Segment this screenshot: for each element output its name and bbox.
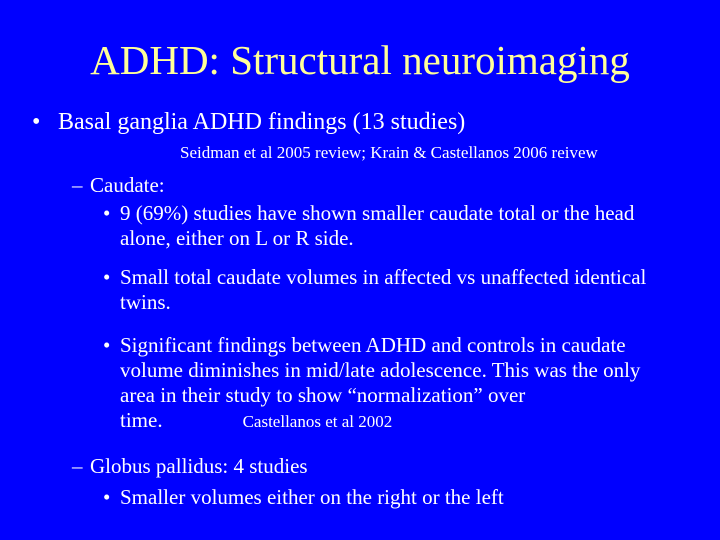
caudate-point-1-text: 9 (69%) studies have shown smaller caudate total or the head alone, either on L or R side. (120, 201, 635, 250)
caudate-point-3-text: Significant findings between ADHD and controls in caudate volume diminishes in mid/late adolescence. This was the only area in their study to show “normalization” over time. (120, 333, 641, 432)
bullet-marker: • (103, 201, 111, 225)
globus-point-1 (103, 485, 673, 510)
caudate-point-2-text: Small total caudate volumes in affected vs unaffected identical twins. (120, 265, 647, 314)
globus-point-1-text: Smaller volumes either on the right or the left (120, 485, 504, 509)
main-bullet-text: Basal ganglia ADHD findings (13 studies) (58, 109, 466, 135)
bullet-marker: • (103, 485, 111, 509)
bullet-marker: • (103, 333, 111, 357)
review-reference: Seidman et al 2005 review; Krain & Castellanos 2006 reivew (180, 143, 598, 162)
main-bullet (32, 107, 465, 137)
bullet-marker: • (103, 265, 111, 289)
caudate-point-3 (103, 333, 673, 434)
dash-marker: – (72, 173, 83, 197)
slide-title: ADHD: Structural neuroimaging (90, 37, 630, 83)
bullet-marker: • (32, 109, 41, 135)
globus-heading-text: Globus pallidus: 4 studies (90, 454, 308, 478)
caudate-point-3-wrapper (120, 333, 673, 434)
caudate-heading-text: Caudate: (90, 173, 165, 197)
caudate-point-1 (103, 201, 673, 251)
dash-marker: – (72, 454, 83, 478)
caudate-heading (72, 172, 165, 198)
castellanos-reference: Castellanos et al 2002 (242, 412, 393, 431)
globus-heading (72, 453, 308, 479)
caudate-point-2 (103, 265, 673, 315)
